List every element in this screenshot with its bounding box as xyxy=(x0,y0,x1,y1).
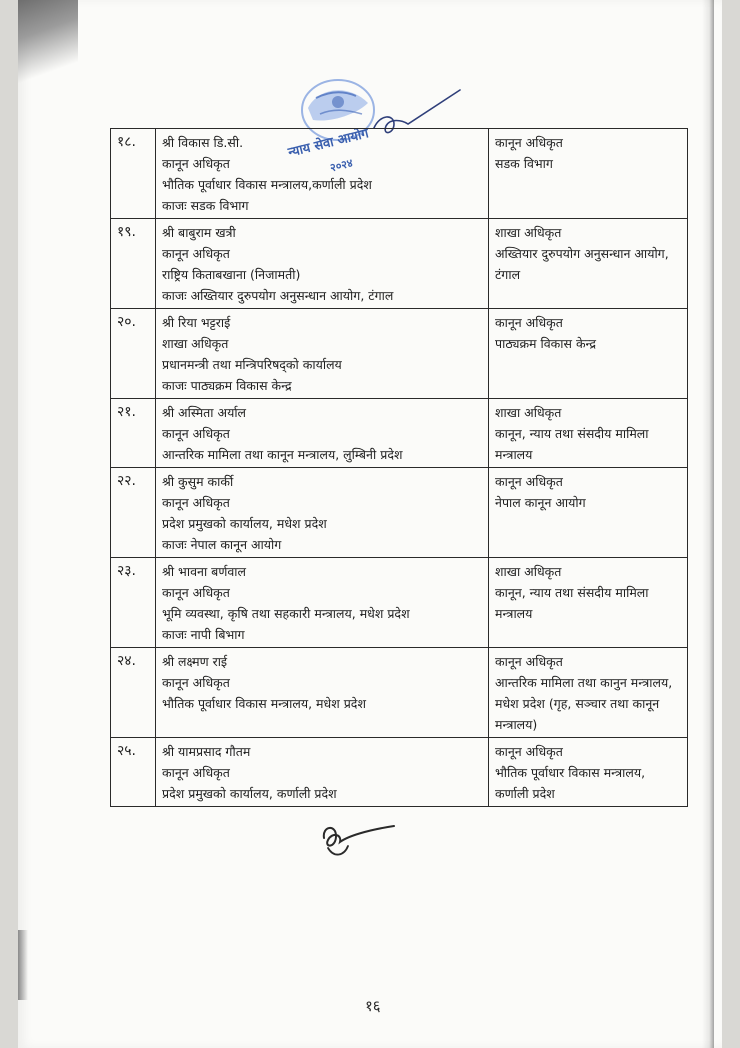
seal-year: २०२४ xyxy=(328,156,355,175)
new-office: भौतिक पूर्वाधार विकास मन्त्रालय, कर्णाली प्रदेश xyxy=(495,765,646,801)
table-row xyxy=(111,219,688,309)
employee-name: श्री कुसुम कार्की xyxy=(162,474,234,489)
new-posting-cell xyxy=(489,648,688,738)
employee-details-cell xyxy=(156,399,489,468)
new-position: शाखा अधिकृत xyxy=(495,405,562,420)
deputation-note: काजः पाठ्यक्रम विकास केन्द्र xyxy=(162,378,292,393)
table-row xyxy=(111,738,688,807)
new-office: आन्तरिक मामिला तथा कानुन मन्त्रालय, मधेश प्रदेश (गृह, सञ्चार तथा कानून मन्त्रालय) xyxy=(495,675,673,732)
employee-details-cell xyxy=(156,648,489,738)
new-posting-cell xyxy=(489,309,688,399)
new-posting-cell xyxy=(489,219,688,309)
new-office: कानून, न्याय तथा संसदीय मामिला मन्त्रालय xyxy=(495,585,649,621)
new-posting-cell xyxy=(489,468,688,558)
new-office: अख्तियार दुरुपयोग अनुसन्धान आयोग, टंगाल xyxy=(495,246,669,282)
new-position: कानून अधिकृत xyxy=(495,744,563,759)
current-office: आन्तरिक मामिला तथा कानून मन्त्रालय, लुम्बिनी प्रदेश xyxy=(162,447,403,462)
current-office: प्रदेश प्रमुखको कार्यालय, कर्णाली प्रदेश xyxy=(162,786,337,801)
current-position: कानून अधिकृत xyxy=(162,765,230,780)
table-row xyxy=(111,558,688,648)
current-position: कानून अधिकृत xyxy=(162,426,230,441)
deputation-note: काजः अख्तियार दुरुपयोग अनुसन्धान आयोग, टंगाल xyxy=(162,288,394,303)
employee-name: श्री विकास डि.सी. xyxy=(162,135,244,150)
employee-name: श्री रिया भट्टराई xyxy=(162,315,231,330)
table-row xyxy=(111,648,688,738)
deputation-note: काजः सडक विभाग xyxy=(162,198,249,213)
new-office: सडक विभाग xyxy=(495,156,553,171)
new-posting-cell xyxy=(489,558,688,648)
employee-name: श्री यामप्रसाद गौतम xyxy=(162,744,251,759)
deputation-note: काजः नापी बिभाग xyxy=(162,627,245,642)
current-position: कानून अधिकृत xyxy=(162,585,230,600)
employee-details-cell xyxy=(156,558,489,648)
serial-number: २१. xyxy=(111,399,156,468)
page-corner-shadow xyxy=(18,0,78,90)
serial-number: २३. xyxy=(111,558,156,648)
employee-name: श्री अस्मिता अर्याल xyxy=(162,405,247,420)
serial-number: २०. xyxy=(111,309,156,399)
table-row xyxy=(111,468,688,558)
serial-number: २५. xyxy=(111,738,156,807)
deputation-note: काजः नेपाल कानून आयोग xyxy=(162,537,282,552)
new-position: शाखा अधिकृत xyxy=(495,564,562,579)
new-position: कानून अधिकृत xyxy=(495,315,563,330)
new-office: कानून, न्याय तथा संसदीय मामिला मन्त्रालय xyxy=(495,426,649,462)
table-row xyxy=(111,309,688,399)
employee-details-cell xyxy=(156,468,489,558)
serial-number: १९. xyxy=(111,219,156,309)
new-position: कानून अधिकृत xyxy=(495,474,563,489)
current-office: भूमि व्यवस्था, कृषि तथा सहकारी मन्त्रालय, मधेश प्रदेश xyxy=(162,606,410,621)
new-position: शाखा अधिकृत xyxy=(495,225,562,240)
current-office: प्रदेश प्रमुखको कार्यालय, मधेश प्रदेश xyxy=(162,516,327,531)
employee-details-cell xyxy=(156,738,489,807)
new-posting-cell xyxy=(489,399,688,468)
page-number: १६ xyxy=(365,997,381,1015)
current-position: कानून अधिकृत xyxy=(162,675,230,690)
page-edge-mark xyxy=(18,930,28,1000)
employee-details-cell xyxy=(156,219,489,309)
serial-number: २२. xyxy=(111,468,156,558)
table-row xyxy=(111,129,688,219)
serial-number: १८. xyxy=(111,129,156,219)
new-posting-cell xyxy=(489,738,688,807)
current-office: राष्ट्रिय किताबखाना (निजामती) xyxy=(162,267,301,282)
employee-details-cell xyxy=(156,309,489,399)
current-position: कानून अधिकृत xyxy=(162,156,230,171)
employee-name: श्री बाबुराम खत्री xyxy=(162,225,236,240)
new-office: नेपाल कानून आयोग xyxy=(495,495,586,510)
employee-details-cell xyxy=(156,129,489,219)
new-position: कानून अधिकृत xyxy=(495,654,563,669)
current-position: कानून अधिकृत xyxy=(162,495,230,510)
current-position: शाखा अधिकृत xyxy=(162,336,229,351)
current-office: भौतिक पूर्वाधार विकास मन्त्रालय, मधेश प्रदेश xyxy=(162,696,366,711)
new-position: कानून अधिकृत xyxy=(495,135,563,150)
current-office: भौतिक पूर्वाधार विकास मन्त्रालय,कर्णाली प्रदेश xyxy=(162,177,372,192)
seal-arc-text: न्याय सेवा आयोग xyxy=(286,126,371,161)
page-right-edge-shadow xyxy=(702,0,714,1048)
new-posting-cell xyxy=(489,129,688,219)
employee-name: श्री भावना बर्णवाल xyxy=(162,564,247,579)
new-office: पाठ्यक्रम विकास केन्द्र xyxy=(495,336,597,351)
employee-name: श्री लक्ष्मण राई xyxy=(162,654,228,669)
current-office: प्रधानमन्त्री तथा मन्त्रिपरिषद्को कार्यालय xyxy=(162,357,342,372)
table-row xyxy=(111,399,688,468)
current-position: कानून अधिकृत xyxy=(162,246,230,261)
signature-bottom-icon xyxy=(318,818,398,864)
transfer-records-table xyxy=(110,128,688,807)
serial-number: २४. xyxy=(111,648,156,738)
